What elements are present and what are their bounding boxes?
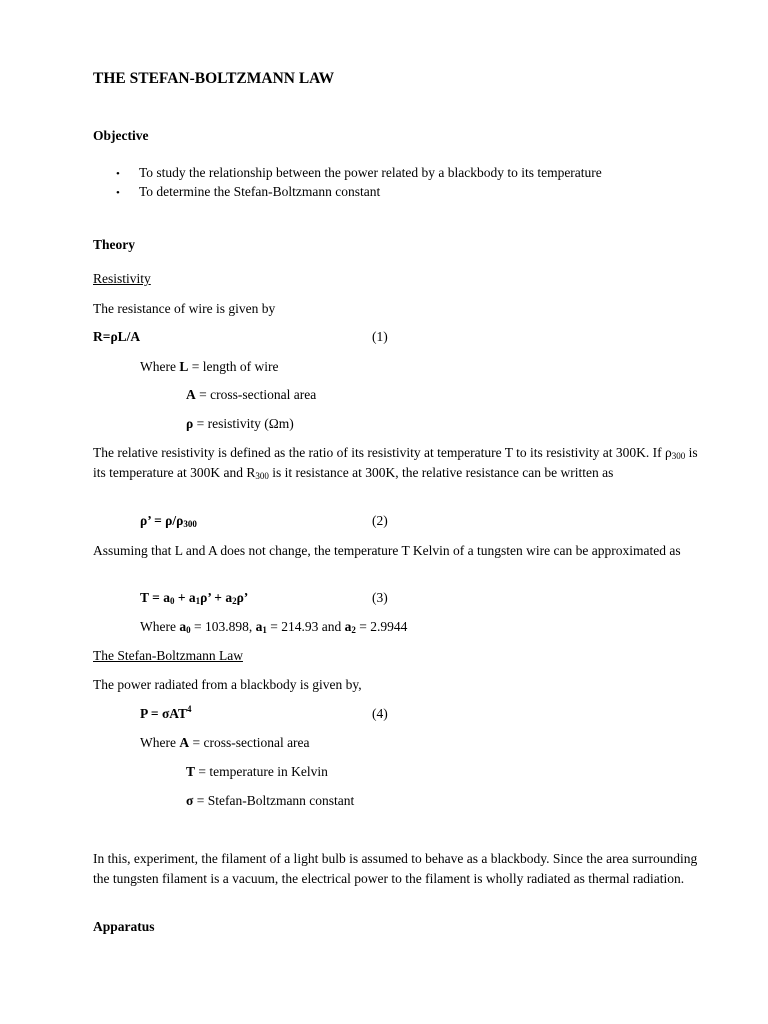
- definition-L: [140, 359, 278, 375]
- where-label: Where: [140, 359, 176, 374]
- objective-heading: Objective: [93, 128, 149, 143]
- definition-rho: [186, 416, 294, 432]
- resistivity-subheading: Resistivity: [93, 271, 151, 286]
- apparatus-heading: Apparatus: [93, 919, 155, 934]
- document-title: THE STEFAN-BOLTZMANN LAW: [93, 70, 335, 87]
- equation-3: $T = a_0 + a_1\rho$’ + $a_2\rho$’: [140, 590, 249, 606]
- symbol-T: T: [186, 764, 196, 779]
- experiment-paragraph: In this, experiment, the filament of a light bulb is assumed to behave as a blackbody. Since the area surrounding the tungsten filament is a vacuum, the electrical power to the filament is wholly radiated as thermal radiation.: [93, 851, 698, 886]
- definition-temperature: T = temperature in Kelvin: [186, 764, 328, 779]
- equation-4: P = σAT$^4$: [140, 704, 192, 721]
- where-label: Where: [140, 735, 176, 750]
- equation-3-number: (3): [372, 590, 388, 605]
- symbol-A: A: [179, 735, 190, 750]
- symbol-rho: ρ: [186, 416, 194, 431]
- symbol-sigma: σ: [186, 793, 194, 808]
- bullet-icon: •: [116, 187, 120, 199]
- equation-2: ρ’ = $\rho/\rho_{300}$: [140, 513, 197, 529]
- definition-sigma: σ = Stefan-Boltzmann constant: [186, 793, 355, 808]
- theory-heading: Theory: [93, 237, 135, 252]
- symbol-A: A: [186, 387, 196, 402]
- definition-rho-text: = resistivity (Ωm): [193, 416, 294, 431]
- equation-4-number: (4): [372, 706, 388, 721]
- objective-list-item: [116, 165, 602, 181]
- definition-A-text: = cross-sectional area: [195, 387, 317, 402]
- objective-item-text: To determine the Stefan-Boltzmann constant: [139, 184, 381, 199]
- assumption-paragraph: Assuming that L and A does not change, the temperature T Kelvin of a tungsten wire can be approximated as: [93, 543, 681, 558]
- power-intro: The power radiated from a blackbody is given by,: [93, 677, 362, 692]
- bullet-icon: •: [116, 168, 120, 180]
- objective-list-item: [116, 184, 381, 200]
- symbol-L: L: [179, 359, 189, 374]
- definition-A: [186, 387, 316, 403]
- definition-L-text: = length of wire: [188, 359, 279, 374]
- resistance-intro: The resistance of wire is given by: [93, 301, 276, 316]
- equation-2-number: (2): [372, 513, 388, 528]
- coefficient-values: Where $a_0 = 103.898$, $a_1 = 214.93$ and $a_2 = 2.9944$: [140, 619, 408, 635]
- objective-item-text: To study the relationship between the power related by a blackbody to its temperature: [139, 165, 602, 180]
- stefan-boltzmann-subheading: The Stefan-Boltzmann Law: [93, 648, 243, 663]
- relative-resistivity-paragraph: The relative resistivity is defined as the ratio of its resistivity at temperature T to its resistivity at 300K. If $\rho_{300}$ is its temperature at 300K and $R_{300}$ is it resistance at 300K, the relative resistance can be written as: [93, 445, 698, 481]
- equation-1-number: (1): [372, 329, 388, 344]
- equation-1: R=ρL/A: [93, 329, 141, 344]
- definition-area: Where A = cross-sectional area: [140, 735, 310, 750]
